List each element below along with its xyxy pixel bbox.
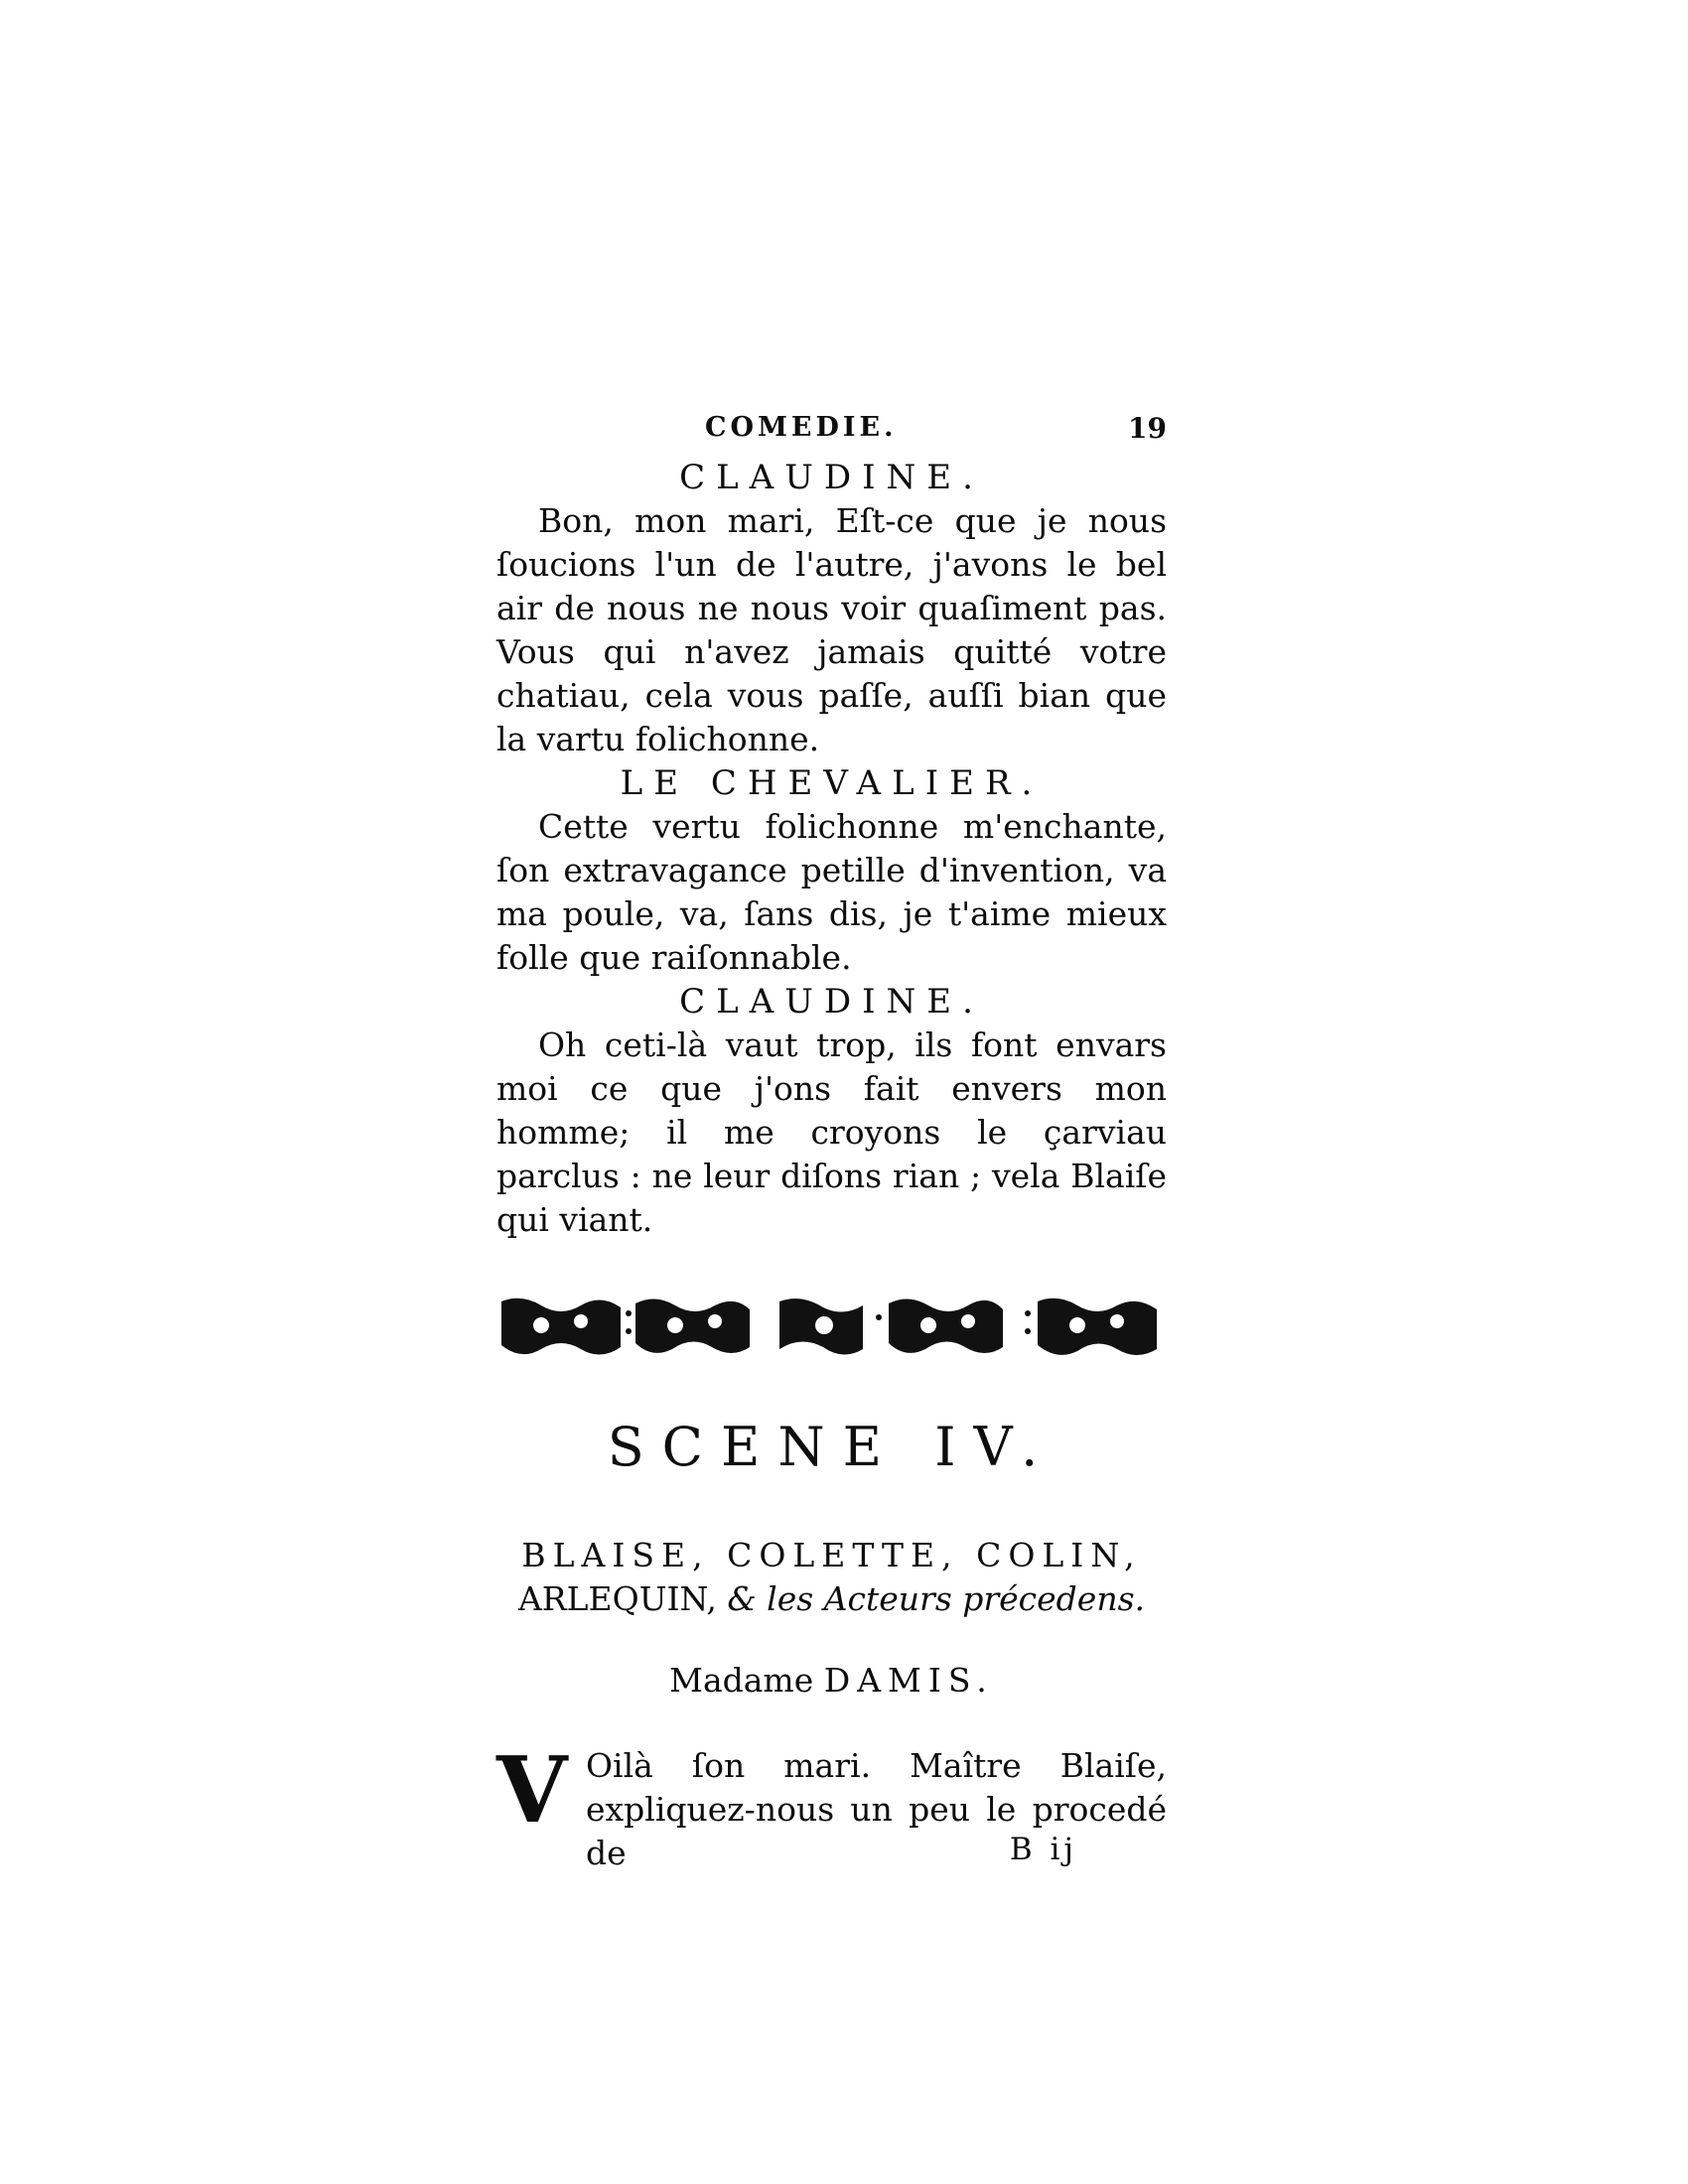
signature-mark: B ij xyxy=(1009,1832,1077,1867)
scene-title: SCENE IV. xyxy=(607,1416,1056,1478)
speech-claudine-1: Bon, mon mari, Eſt-ce que je nous ſoucions l'un de l'autre, j'avons le bel air de nous ne nous voir quaſiment pas. Vous qui n'avez jamais quitté votre chatiau, cela vous paſſe, auſſi bian que la vartu folichonne. xyxy=(496,501,1167,758)
character-list xyxy=(496,1534,1167,1621)
speaker-chevalier: LE CHEVALIER. xyxy=(620,763,1044,803)
speaker-name: DAMIS. xyxy=(823,1661,994,1700)
speech-claudine-2: Oh ceti-là vaut trop, ils font envars moi ce que j'ons fait envers mon homme; il me croyons le çarviau parclus : ne leur diſons rian ; vela Blaiſe qui viant. xyxy=(496,1025,1167,1239)
ornament-band-icon xyxy=(496,1292,1167,1361)
page-number: 19 xyxy=(1128,412,1167,445)
speaker-prefix: Madame xyxy=(669,1661,814,1700)
speaker-claudine-2: CLAUDINE. xyxy=(679,982,984,1022)
running-title: COMEDIE. xyxy=(705,412,898,443)
character-line-1: BLAISE, COLETTE, COLIN, xyxy=(521,1536,1142,1574)
printers-ornament xyxy=(496,1292,1167,1361)
character-line-2 xyxy=(496,1577,1167,1621)
speaker-claudine: CLAUDINE. xyxy=(679,458,984,497)
speech-madame-damis xyxy=(496,1736,1167,1875)
running-head xyxy=(496,412,1167,456)
book-page xyxy=(496,412,1167,1875)
character-others: & les Acteurs précedens. xyxy=(727,1579,1146,1618)
character-arlequin: ARLEQUIN, xyxy=(517,1579,717,1618)
speech-chevalier: Cette vertu folichonne m'enchante, ſon extravagance petille d'invention, va ma poule, va, ſans dis, je t'aime mieux folle que raiſonnable. xyxy=(496,807,1167,977)
speech-text: Oilà ſon mari. Maître Blaiſe, expliquez-nous un peu le procedé de xyxy=(586,1746,1167,1872)
drop-capital: V xyxy=(496,1736,568,1843)
speaker-madame-damis xyxy=(496,1659,1167,1703)
